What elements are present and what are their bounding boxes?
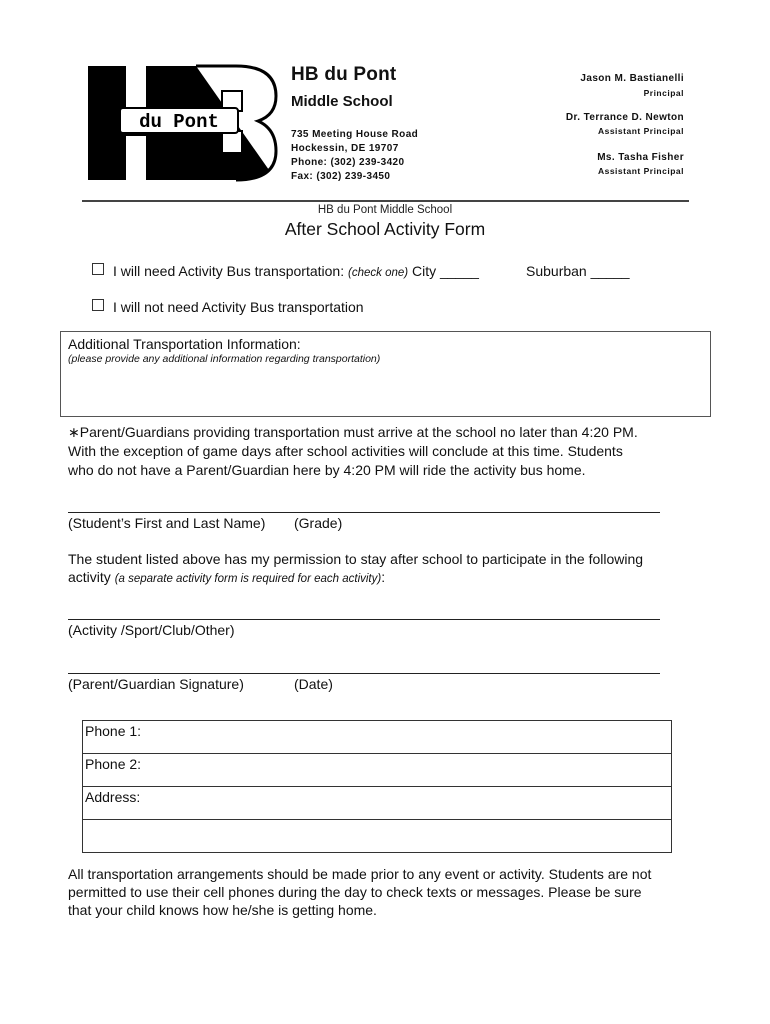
signature-line[interactable] [68, 673, 660, 674]
signature-label: (Parent/Guardian Signature) [68, 676, 244, 692]
check-one-hint: (check one) [348, 267, 409, 279]
need-bus-label: I will need Activity Bus transportation: [113, 263, 345, 279]
address-continued-field[interactable] [83, 820, 672, 853]
school-phone: Phone: (302) 239-3420 [291, 157, 405, 168]
form-heading: HB du Pont Middle School [317, 204, 453, 216]
pickup-note-line2: With the exception of game days after school activities will conclude at this time. Students [68, 443, 623, 459]
permission-hint: (a separate activity form is required for each activity) [114, 573, 382, 585]
principal-role: Principal [643, 88, 684, 98]
contact-table [82, 720, 672, 853]
table-row [83, 787, 672, 820]
activity-label: (Activity /Sport/Club/Other) [68, 622, 235, 638]
form-title: After School Activity Form [284, 219, 486, 239]
phone2-field[interactable]: Phone 2: [83, 754, 672, 787]
footer-note-line2: permitted to use their cell phones during the day to check texts or messages. Please be sure [68, 884, 642, 900]
table-row [83, 820, 672, 853]
additional-info-hint: (please provide any additional information regarding transportation) [68, 353, 381, 365]
school-address-line1: 735 Meeting House Road [291, 129, 419, 140]
assistant-principal-2-role: Assistant Principal [597, 166, 684, 176]
pickup-note-line1: ∗Parent/Guardians providing transportation must arrive at the school no later than 4:20 PM. [68, 424, 638, 440]
asterisk-icon: ∗ [68, 424, 80, 440]
logo-plate-text: du Pont [139, 111, 219, 133]
not-need-bus-label: I will not need Activity Bus transportation [113, 299, 364, 315]
table-row [83, 754, 672, 787]
permission-line1: The student listed above has my permission to stay after school to participate in the following [68, 551, 644, 567]
additional-info-box[interactable] [60, 331, 711, 417]
phone1-field[interactable]: Phone 1: [83, 721, 672, 754]
city-option[interactable]: City _____ [411, 263, 479, 279]
school-logo [86, 63, 278, 183]
date-label: (Date) [294, 676, 333, 692]
hb-logo-graphic [86, 63, 278, 183]
school-subtitle: Middle School [291, 93, 393, 110]
address-field[interactable]: Address: [83, 787, 672, 820]
need-bus-checkbox[interactable] [92, 263, 104, 275]
header-divider [82, 200, 689, 202]
permission-line2: activity (a separate activity form is required for each activity): [68, 569, 386, 585]
grade-label: (Grade) [294, 515, 343, 531]
not-need-bus-checkbox[interactable] [92, 299, 104, 311]
table-row [83, 721, 672, 754]
school-fax: Fax: (302) 239-3450 [291, 171, 391, 182]
pickup-note-line3: who do not have a Parent/Guardian here by 4:20 PM will ride the activity bus home. [68, 462, 586, 478]
footer-note-line3: that your child knows how he/she is getting home. [68, 902, 377, 918]
school-name: HB du Pont [291, 64, 397, 85]
additional-info-title: Additional Transportation Information: [68, 336, 301, 352]
principal-name: Jason M. Bastianelli [580, 73, 684, 84]
assistant-principal-2-name: Ms. Tasha Fisher [597, 152, 684, 163]
footer-note-line1: All transportation arrangements should be made prior to any event or activity. Students are not [68, 866, 652, 882]
footer-note [68, 865, 718, 919]
school-address-line2: Hockessin, DE 19707 [291, 143, 399, 154]
assistant-principal-1-role: Assistant Principal [597, 126, 684, 136]
assistant-principal-1-name: Dr. Terrance D. Newton [565, 112, 684, 123]
student-name-line[interactable] [68, 512, 660, 513]
activity-line[interactable] [68, 619, 660, 620]
need-bus-option [113, 263, 479, 279]
student-name-label: (Student’s First and Last Name) [68, 515, 266, 531]
pickup-note [68, 423, 708, 480]
suburban-option[interactable]: Suburban _____ [526, 263, 630, 279]
